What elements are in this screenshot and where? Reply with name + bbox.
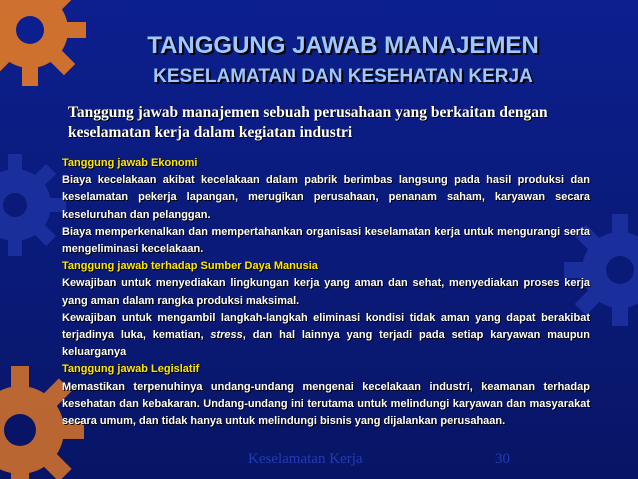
paragraph-sdm-1: Kewajiban untuk menyediakan lingkungan kerja yang aman dan sehat, menyediakan proses kerja yang aman dalam rangka produksi maksimal. bbox=[62, 277, 590, 307]
paragraph-sdm-2-before: Kewajiban untuk mengambil langkah-langkah eliminasi kondisi tidak aman yang dapat berakibat terjadinya luka, kematian, bbox=[62, 311, 590, 342]
paragraph-sdm-2 bbox=[62, 310, 590, 362]
section-heading-sdm: Tanggung jawab terhadap Sumber Daya Manusia bbox=[62, 260, 318, 273]
paragraph-sdm-2-after: , dan hal lainnya yang terjadi pada setiap karyawan maupun keluarganya bbox=[62, 329, 590, 359]
page-number: 30 bbox=[495, 451, 510, 467]
paragraph-ekonomi-2: Biaya memperkenalkan dan mempertahankan organisasi keselamatan kerja untuk mengurangi serta mengeliminasi kecelakaan. bbox=[62, 225, 590, 256]
section-heading-ekonomi: Tanggung jawab Ekonomi bbox=[62, 157, 198, 169]
emphasis-stress: stress bbox=[210, 329, 243, 342]
paragraph-ekonomi-1: Biaya kecelakaan akibat kecelakaan dalam pabrik berimbas langsung pada hasil produksi dan keselamatan pekerja lapangan, merugikan perusahaan, penanam saham, karyawan secara keseluruhan dan pelanggan. bbox=[62, 174, 590, 221]
slide-subtitle: Tanggung jawab manajemen sebuah perusahaan yang berkaitan dengan keselamatan kerja dalam kegiatan industri bbox=[68, 104, 548, 141]
gear-icon-left bbox=[0, 150, 70, 260]
section-heading-legislatif: Tanggung jawab Legislatif bbox=[62, 363, 200, 376]
slide-title: TANGGUNG JAWAB MANAJEMEN bbox=[147, 32, 539, 59]
paragraph-legislatif-1: Memastikan terpenuhinya undang-undang mengenai kecelakaan industri, keamanan terhadap kesehatan dan kebakaran. Undang-undang ini terutama untuk melindungi karyawan dan masyarakat secara umum, dan tidak hanya untuk melindungi bisnis yang dijalankan perusahaan. bbox=[62, 380, 590, 428]
slide-body bbox=[62, 155, 590, 430]
footer-text: Keselamatan Kerja bbox=[248, 451, 363, 467]
slide-title-line2: KESELAMATAN DAN KESEHATAN KERJA bbox=[153, 66, 533, 87]
